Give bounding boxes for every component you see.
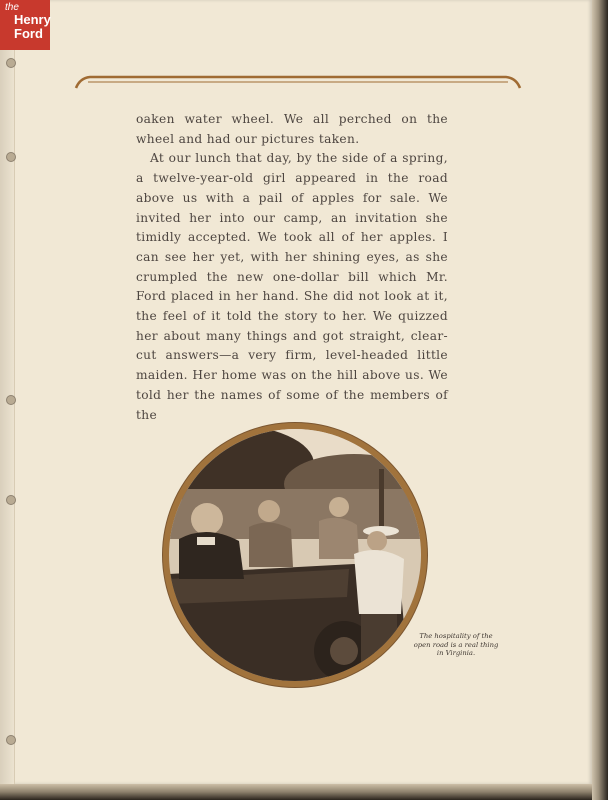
paragraph-continued: oaken water wheel. We all perched on the wheel and had our pictures taken.: [136, 112, 448, 146]
page-edge-bottom: [0, 784, 592, 800]
photo-caption: The hospitality of the open road is a real thing in Virginia.: [413, 632, 499, 657]
logo-text-ford: Ford: [14, 26, 43, 41]
page-binding: [0, 0, 15, 784]
decorative-header-rule: [70, 70, 526, 94]
binding-hole: [6, 495, 16, 505]
binding-hole: [6, 152, 16, 162]
logo-text-the: the: [5, 2, 19, 13]
photograph: [169, 429, 421, 681]
binding-hole: [6, 58, 16, 68]
paragraph: At our lunch that day, by the side of a spring, a twelve-year-old girl appeared in the road above us with a pail of apples for sale. We invited her into our camp, an invitation she timidly accepted. We took all of her apples. I can see her yet, with her shining eyes, as she crumpled the new one-dollar bill which Mr. Ford placed in her hand. She did not look at it, the feel of it told the story to her. We quizzed her about many things and got straight, clear-cut answers—a very firm, level-headed little maiden. Her home was on the hill above us. We told her the names of some of the members of the: [136, 151, 448, 422]
page-edge-right: [592, 0, 608, 800]
body-text: [136, 110, 448, 425]
circular-photo-frame: [163, 423, 427, 687]
binding-hole: [6, 735, 16, 745]
henry-ford-logo: [0, 0, 50, 50]
logo-text-henry: Henry: [14, 12, 51, 27]
binding-hole: [6, 395, 16, 405]
